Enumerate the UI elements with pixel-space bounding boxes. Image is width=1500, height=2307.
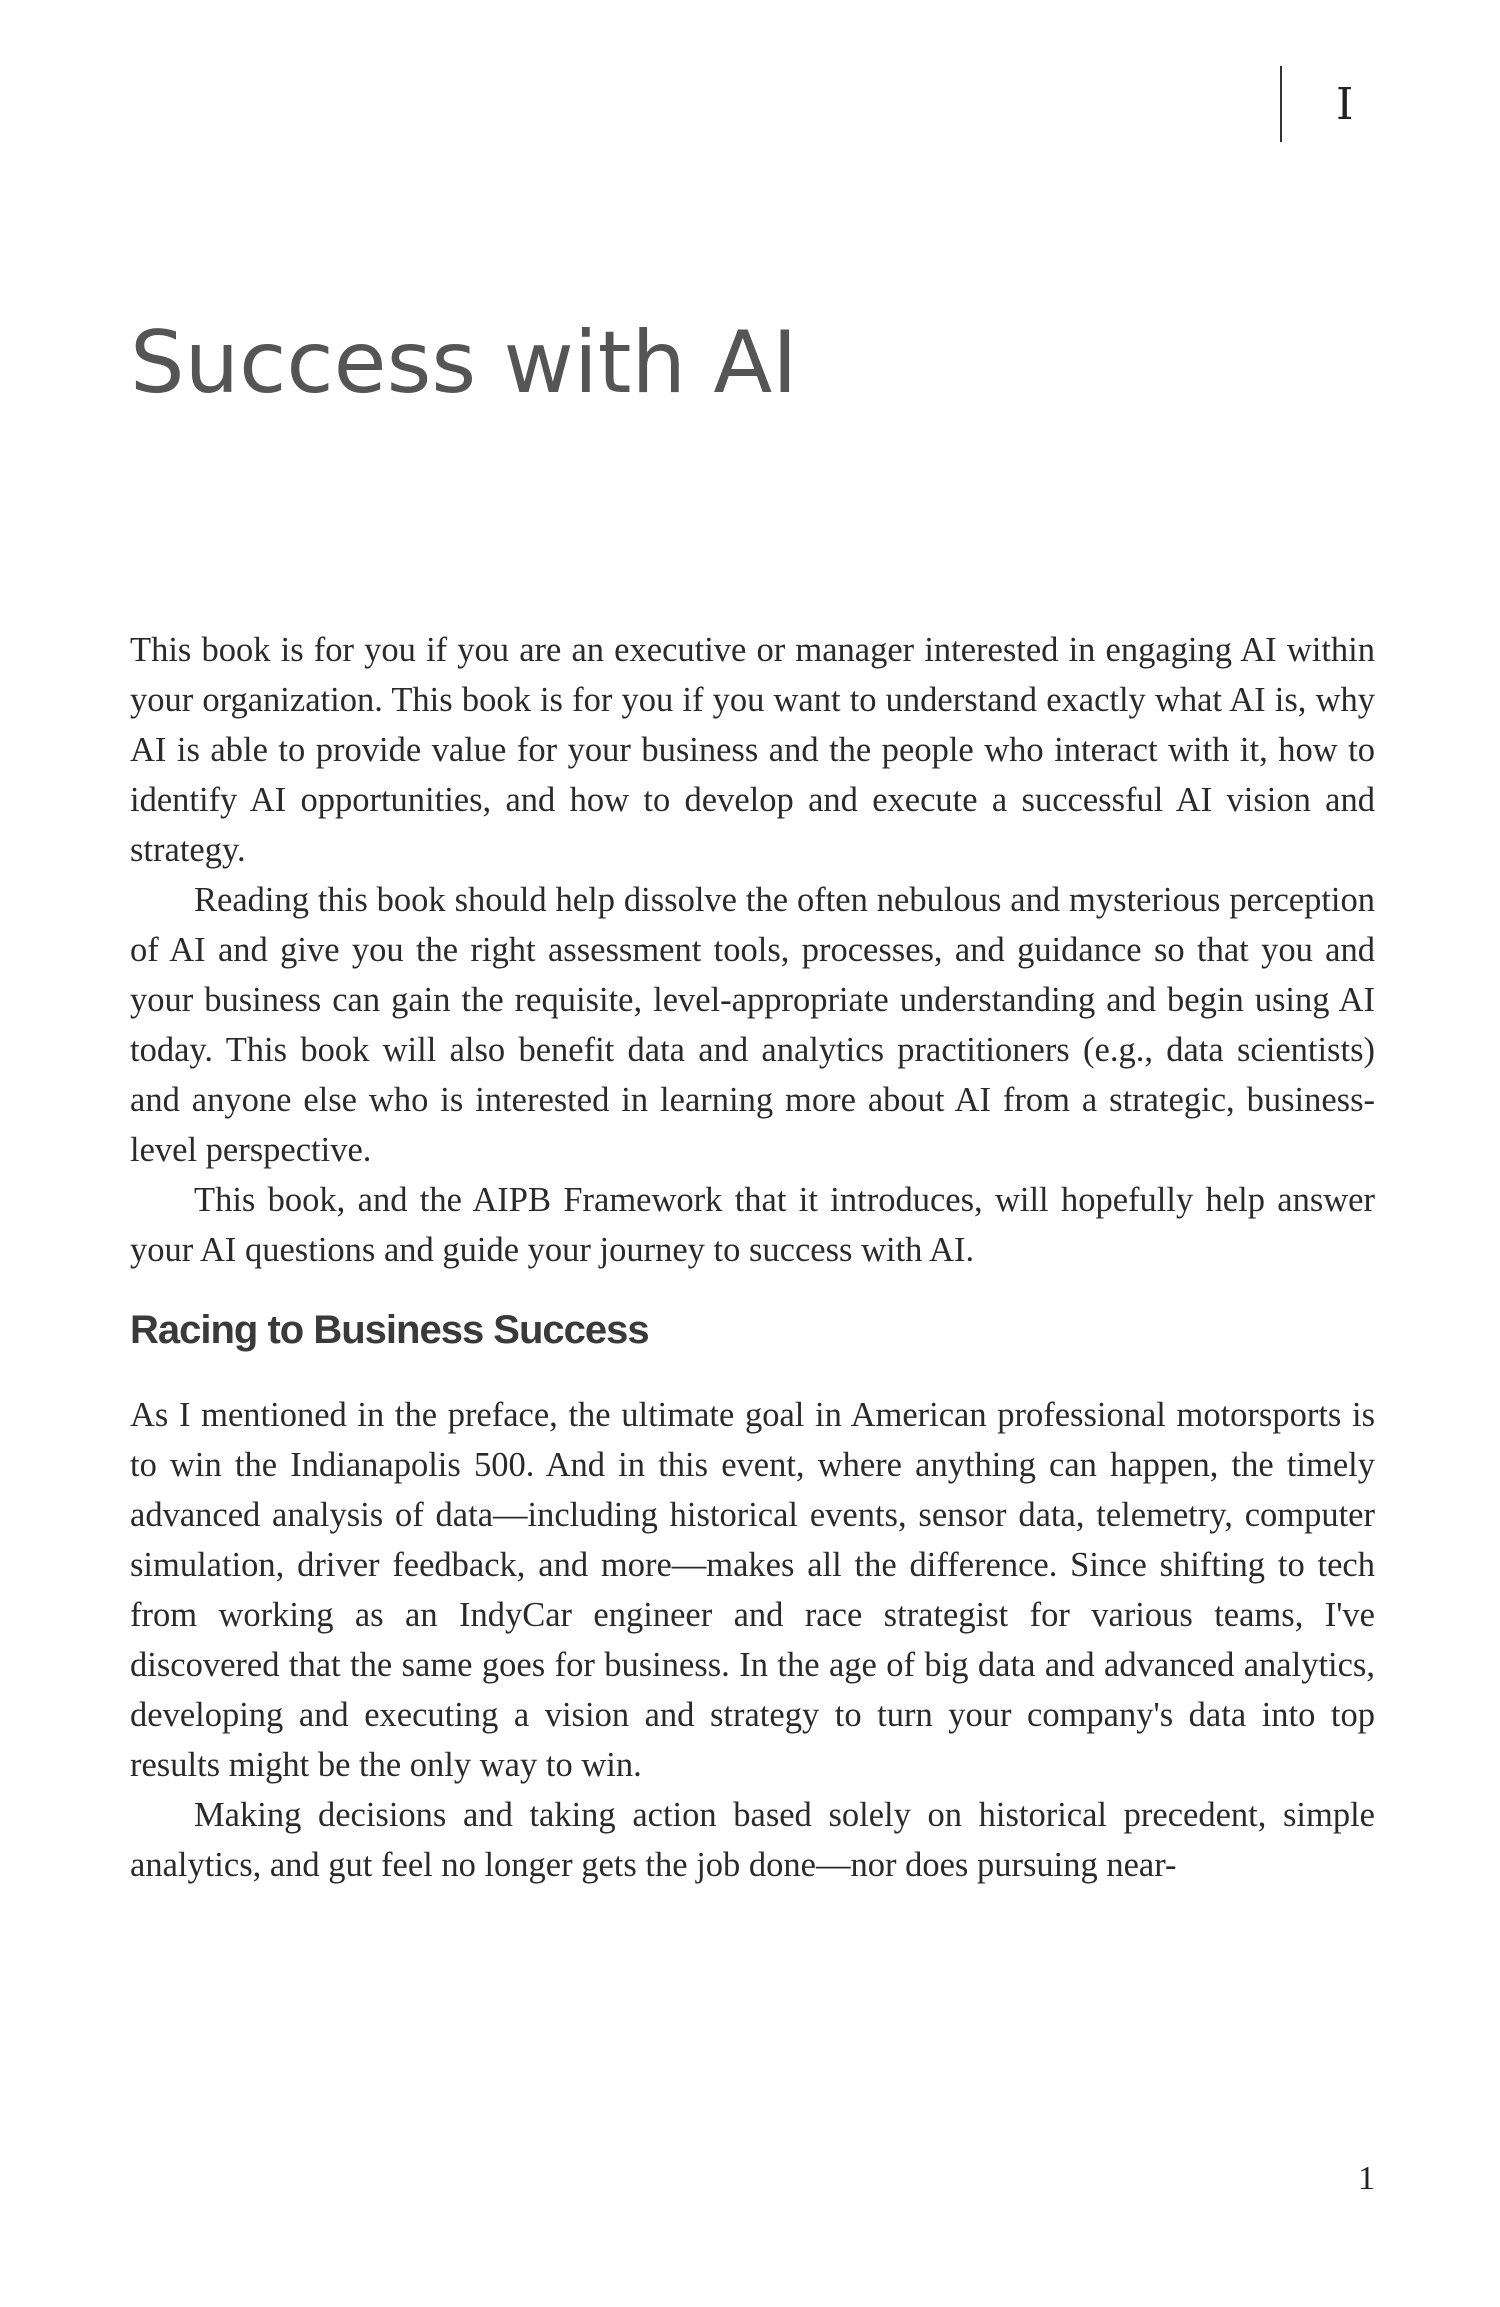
intro-paragraph-2: Reading this book should help dissolve the often nebulous and mysterious perception of AI and give you the right assessment tools, processes, and guidance so that you and your business can gain the requisite, level-appropriate understanding and begin using AI today. This book will also benefit data and analytics practitioners (e.g., data scientists) and anyone else who is interested in learning more about AI from a strategic, business-level perspective. [130,881,1375,1169]
chapter-title: Success with AI [130,313,798,413]
section-heading: Racing to Business Success [130,1308,649,1352]
page-number: 1 [1358,2160,1375,2197]
intro-paragraph-1: This book is for you if you are an executive or manager interested in engaging AI within your organization. This book is for you if you want to understand exactly what AI is, why AI is able to provide value for your business and the people who interact with it, how to identify AI opportunities, and how to develop and execute a successful AI vision and strategy. [130,631,1375,869]
chapter-marker [1280,66,1353,142]
section-paragraph-1: As I mentioned in the preface, the ultimate goal in American professional motorsports is to win the Indianapolis 500. And in this event, where anything can happen, the timely advanced analysis of data—including historical events, sensor data, telemetry, computer simulation, driver feedback, and more—makes all the difference. Since shifting to tech from working as an IndyCar engineer and race strategist for various teams, I've discovered that the same goes for business. In the age of big data and advanced analytics, developing and executing a vision and strategy to turn your company's data into top results might be the only way to win. [130,1396,1375,1784]
section-text [130,1390,1375,1890]
intro-paragraph-3: This book, and the AIPB Framework that it introduces, will hopefully help answer your AI questions and guide your journey to success with AI. [130,1181,1375,1269]
chapter-rule [1280,66,1282,142]
section-paragraph-2: Making decisions and taking action based solely on historical precedent, simple analytics, and gut feel no longer gets the job done—nor does pursuing near- [130,1796,1375,1884]
intro-text [130,625,1375,1275]
chapter-number: I [1336,78,1354,130]
